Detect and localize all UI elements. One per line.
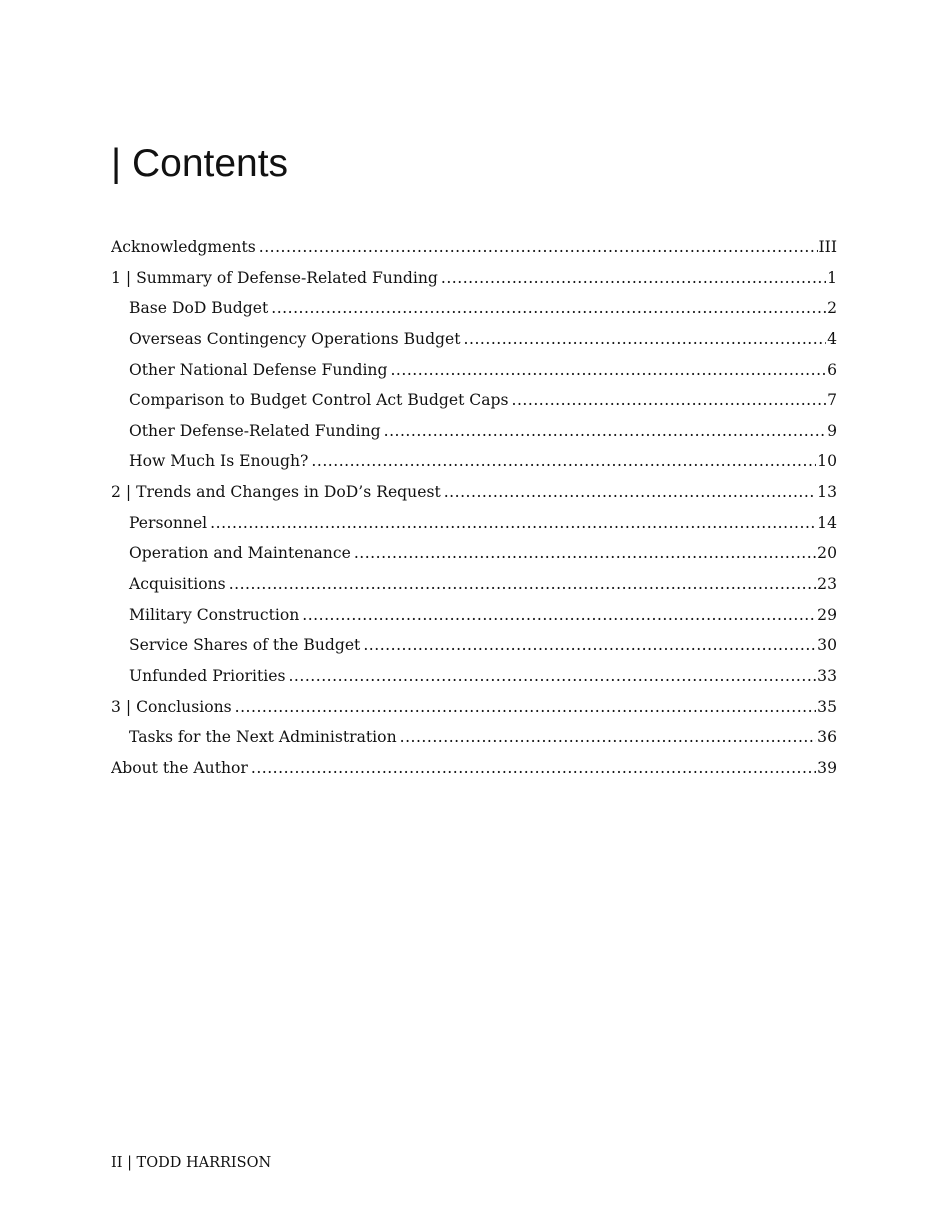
toc-entry-page: 9 xyxy=(827,421,837,440)
dot-leader xyxy=(384,419,826,443)
dot-leader xyxy=(210,511,816,535)
toc-entry[interactable] xyxy=(111,541,837,572)
toc-entry-label: Unfunded Priorities xyxy=(129,666,286,685)
dot-leader xyxy=(363,633,816,657)
dot-leader xyxy=(302,603,816,627)
toc-entry-label: About the Author xyxy=(111,758,248,777)
dot-leader xyxy=(271,296,826,320)
dot-leader xyxy=(464,327,827,351)
toc-entry-label: 1 | Summary of Defense-Related Funding xyxy=(111,268,438,287)
toc-entry[interactable] xyxy=(111,756,837,787)
toc-entry[interactable] xyxy=(111,266,837,297)
toc-entry-label: Military Construction xyxy=(129,605,300,624)
dot-leader xyxy=(311,449,816,473)
toc-entry-label: Operation and Maintenance xyxy=(129,544,351,563)
page-title: | Contents xyxy=(111,142,289,185)
toc-entry[interactable] xyxy=(111,327,837,358)
toc-entry-page: 36 xyxy=(817,728,837,747)
toc-entry[interactable] xyxy=(111,572,837,603)
toc-entry-label: Comparison to Budget Control Act Budget Caps xyxy=(129,391,509,410)
toc-entry-label: Tasks for the Next Administration xyxy=(129,728,397,747)
toc-entry[interactable] xyxy=(111,419,837,450)
dot-leader xyxy=(444,480,816,504)
toc-entry-page: 7 xyxy=(827,391,837,410)
page-footer: II | TODD HARRISON xyxy=(111,1155,272,1171)
toc-entry[interactable] xyxy=(111,388,837,419)
toc-entry-label: 3 | Conclusions xyxy=(111,697,232,716)
toc-entry-label: Overseas Contingency Operations Budget xyxy=(129,329,461,348)
dot-leader xyxy=(400,725,817,749)
toc-entry-label: Personnel xyxy=(129,513,208,532)
toc-entry-page: 30 xyxy=(817,636,837,655)
toc-entry-page: 35 xyxy=(817,697,837,716)
toc-entry-label: 2 | Trends and Changes in DoD’s Request xyxy=(111,483,441,502)
toc-entry[interactable] xyxy=(111,449,837,480)
toc-entry-page: 39 xyxy=(817,758,837,777)
toc-entry[interactable] xyxy=(111,603,837,634)
toc-entry-label: Acknowledgments xyxy=(111,238,256,256)
toc-entry-label: Other National Defense Funding xyxy=(129,360,388,379)
toc-entry-label: Base DoD Budget xyxy=(129,299,269,318)
dot-leader xyxy=(354,541,816,565)
toc-entry[interactable] xyxy=(111,695,837,726)
toc-entry-page: 6 xyxy=(827,360,837,379)
toc-entry-page: 2 xyxy=(827,299,837,318)
toc-entry[interactable] xyxy=(111,235,837,266)
toc-entry-page: 4 xyxy=(827,329,837,348)
toc-entry-page: 14 xyxy=(817,513,837,532)
toc-entry[interactable] xyxy=(111,725,837,756)
toc-entry-page: 13 xyxy=(817,483,837,502)
toc-entry-label: Acquisitions xyxy=(129,575,226,594)
dot-leader xyxy=(512,388,827,412)
dot-leader xyxy=(259,235,818,259)
dot-leader xyxy=(229,572,816,596)
dot-leader xyxy=(235,695,817,719)
dot-leader xyxy=(441,266,826,290)
toc-entry[interactable] xyxy=(111,511,837,542)
dot-leader xyxy=(251,756,816,780)
toc-entry-page: 23 xyxy=(817,575,837,594)
toc-entry-page: 29 xyxy=(817,605,837,624)
toc-entry-page: III xyxy=(818,238,837,256)
toc-entry-label: Other Defense-Related Funding xyxy=(129,421,381,440)
toc-entry-page: 10 xyxy=(817,452,837,471)
toc-entry-label: How Much Is Enough? xyxy=(129,452,309,471)
dot-leader xyxy=(390,358,826,382)
table-of-contents xyxy=(111,235,837,787)
toc-entry[interactable] xyxy=(111,296,837,327)
toc-entry-page: 33 xyxy=(817,666,837,685)
toc-entry[interactable] xyxy=(111,664,837,695)
toc-entry-page: 1 xyxy=(827,268,837,287)
toc-entry-page: 20 xyxy=(817,544,837,563)
toc-entry[interactable] xyxy=(111,480,837,511)
toc-entry-label: Service Shares of the Budget xyxy=(129,636,361,655)
dot-leader xyxy=(288,664,816,688)
toc-entry[interactable] xyxy=(111,633,837,664)
toc-entry[interactable] xyxy=(111,358,837,389)
